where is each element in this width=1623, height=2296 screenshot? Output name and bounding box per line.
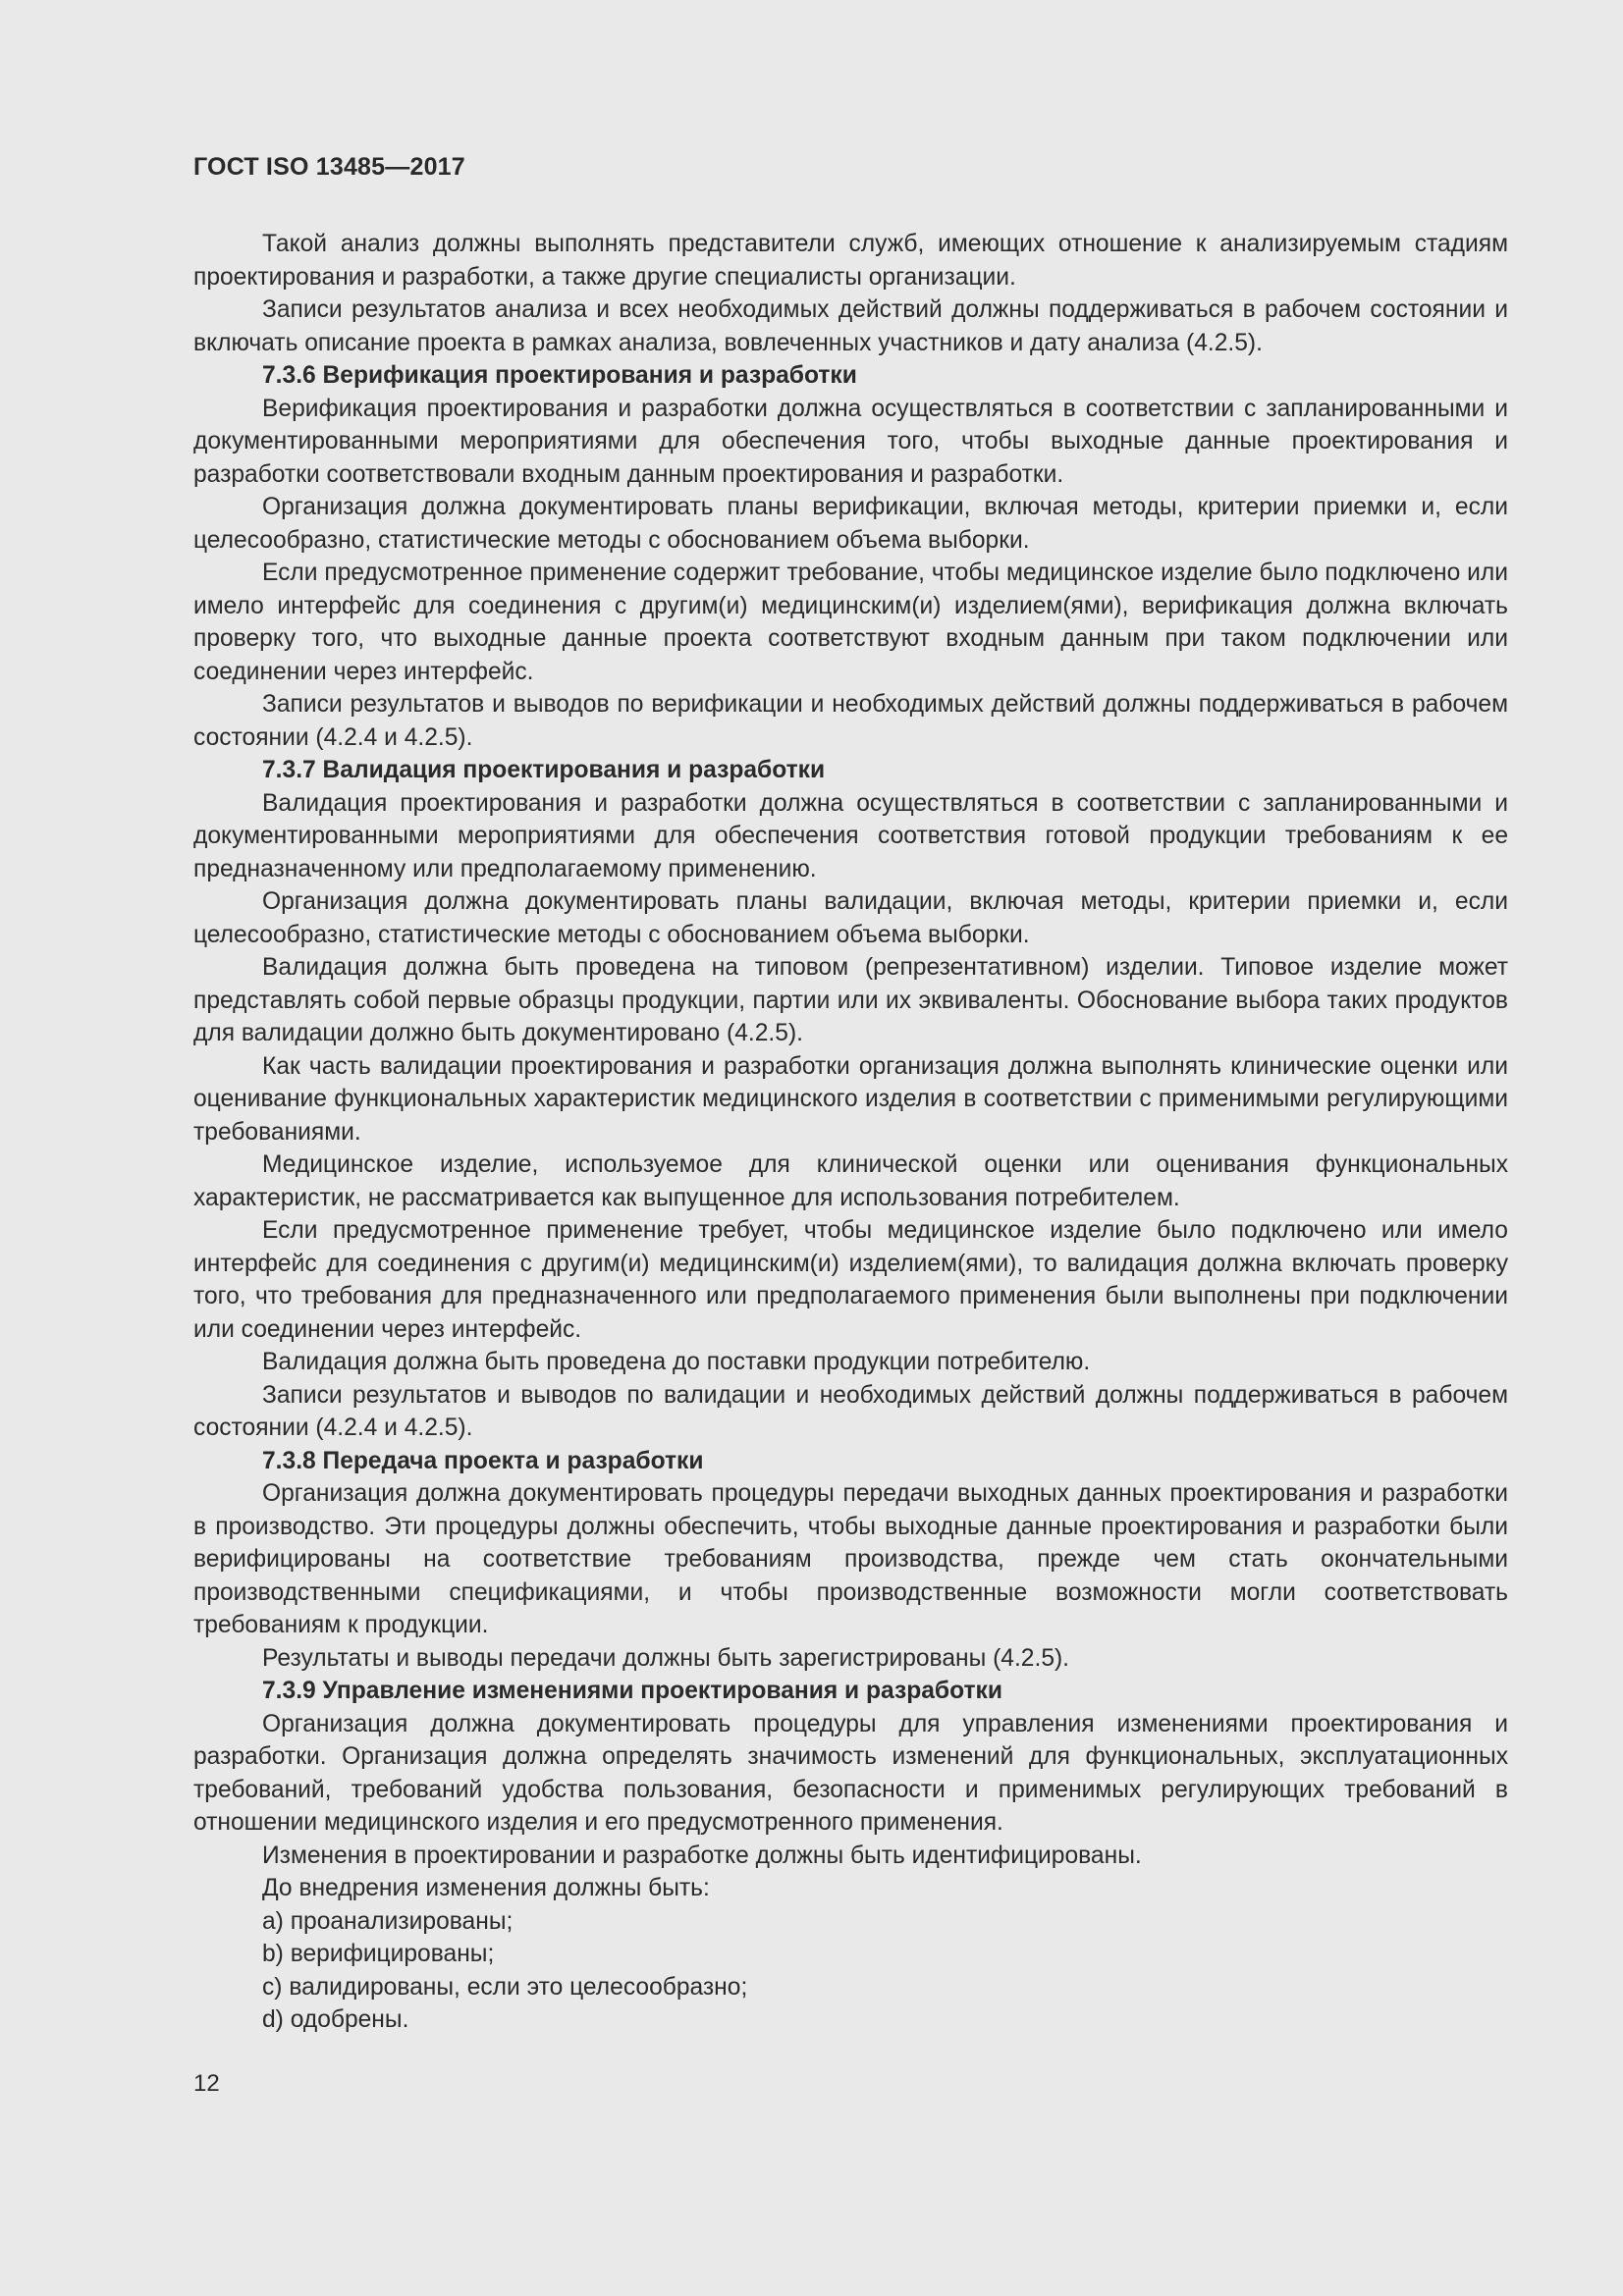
document-header: ГОСТ ISO 13485—2017: [193, 153, 465, 181]
paragraph: Такой анализ должны выполнять представители служб, имеющих отношение к анализируемым стадиям проектирования и разработки, а также другие специалисты организации.: [193, 231, 1508, 291]
paragraph: Валидация должна быть проведена до поставки продукции потребителю.: [262, 1349, 1091, 1375]
paragraph: Записи результатов и выводов по верификации и необходимых действий должны поддерживаться в рабочем состоянии (4.2.4 и 4.2.5).: [193, 691, 1508, 751]
paragraph: Организация должна документировать планы валидации, включая методы, критерии приемки и, если целесообразно, статистические методы с обоснованием объема выборки.: [193, 888, 1508, 948]
paragraph: Как часть валидации проектирования и разработки организация должна выполнять клинические оценки или оценивание функциональных характеристик медицинского изделия в соответствии с применимыми регулирующими требованиями.: [193, 1052, 1508, 1146]
paragraph: Записи результатов анализа и всех необходимых действий должны поддерживаться в рабочем состоянии и включать описание проекта в рамках анализа, вовлеченных участников и дату анализа (4.2.5).: [193, 296, 1508, 356]
paragraph: Верификация проектирования и разработки должна осуществляться в соответствии с запланированными и документированными мероприятиями для обеспечения того, чтобы выходные данные проектирования и разработки соответствовали входным данным проектирования и разработки.: [193, 395, 1508, 488]
paragraph: Записи результатов и выводов по валидации и необходимых действий должны поддерживаться в рабочем состоянии (4.2.4 и 4.2.5).: [193, 1381, 1508, 1441]
paragraph: Валидация проектирования и разработки должна осуществляться в соответствии с запланированными и документированными мероприятиями для обеспечения соответствия готовой продукции требованиям к ее предназначенному или предполагаемому применению.: [193, 789, 1508, 882]
paragraph: Если предусмотренное применение требует, чтобы медицинское изделие было подключено или имело интерфейс для соединения с другим(и) медицинским(и) изделием(ями), то валидация должна включать проверку того, что требования для предназначенного или предполагаемого применения были выполнены при подключении или соединении через интерфейс.: [193, 1217, 1508, 1343]
paragraph: До внедрения изменения должны быть:: [262, 1875, 710, 1901]
paragraph: Организация должна документировать процедуры передачи выходных данных проектирования и разработки в производство. Эти процедуры должны обеспечить, чтобы выходные данные проектирования и разработки были верифицированы на соответствие требованиям производства, прежде чем стать окончательными производственными спецификациями, и чтобы производственные возможности могли соответствовать требованиям к продукции.: [193, 1480, 1508, 1638]
document-body: [193, 228, 1508, 2037]
paragraph: Изменения в проектировании и разработке должны быть идентифицированы.: [262, 1842, 1142, 1869]
list-item: b) верифицированы;: [262, 1941, 495, 1967]
paragraph: Медицинское изделие, используемое для клинической оценки или оценивания функциональных характеристик, не рассматривается как выпущенное для использования потребителем.: [193, 1151, 1508, 1211]
section-heading: 7.3.8 Передача проекта и разработки: [262, 1447, 704, 1474]
section-heading: 7.3.7 Валидация проектирования и разработки: [262, 757, 826, 783]
paragraph: Организация должна документировать планы верификации, включая методы, критерии приемки и, если целесообразно, статистические методы с обоснованием объема выборки.: [193, 494, 1508, 554]
paragraph: Если предусмотренное применение содержит требование, чтобы медицинское изделие было подключено или имело интерфейс для соединения с другим(и) медицинским(и) изделием(ями), верификация должна включать проверку того, что выходные данные проекта соответствуют входным данным при таком подключении или соединении через интерфейс.: [193, 560, 1508, 685]
paragraph: Организация должна документировать процедуры для управления изменениями проектирования и разработки. Организация должна определять значимость изменений для функциональных, эксплуатационных требований, требований удобства пользования, безопасности и применимых регулирующих требований в отношении медицинского изделия и его предусмотренного применения.: [193, 1710, 1508, 1836]
page-number: 12: [193, 2070, 220, 2097]
section-heading: 7.3.6 Верификация проектирования и разработки: [262, 362, 857, 389]
list-item: d) одобрены.: [262, 2006, 409, 2033]
list-item: a) проанализированы;: [262, 1907, 514, 1935]
paragraph: Валидация должна быть проведена на типовом (репрезентативном) изделии. Типовое изделие может представлять собой первые образцы продукции, партии или их эквиваленты. Обоснование выбора таких продуктов для валидации должно быть документировано (4.2.5).: [193, 954, 1508, 1046]
paragraph: Результаты и выводы передачи должны быть зарегистрированы (4.2.5).: [262, 1644, 1070, 1672]
list-item: c) валидированы, если это целесообразно;: [262, 1973, 748, 2001]
section-heading: 7.3.9 Управление изменениями проектирования и разработки: [262, 1678, 1002, 1704]
